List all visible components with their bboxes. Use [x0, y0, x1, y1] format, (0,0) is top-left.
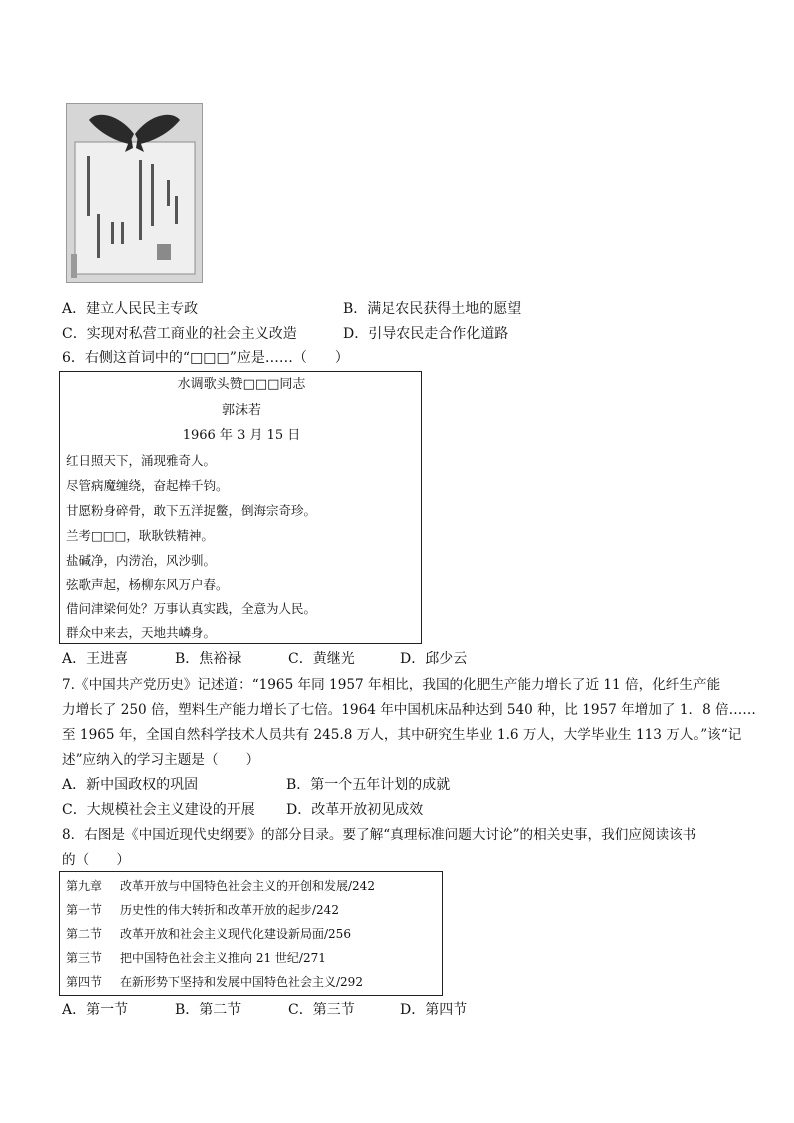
toc-row	[66, 973, 363, 991]
poem-line: 兰考□□□，耿耿铁精神。	[66, 528, 214, 543]
toc-text: 改革开放和社会主义现代化建设新局面/256	[120, 927, 351, 941]
poem-line: 红日照天下，涌现雅奇人。	[66, 453, 217, 468]
poem-author: 郭沫若	[221, 403, 261, 418]
poem-title: 水调歌头赞□□□同志	[177, 377, 306, 392]
poem-line: 甘愿粉身碎骨，敢下五洋捉鳖，倒海宗奇珍。	[66, 503, 317, 518]
toc-row	[66, 877, 375, 895]
poem-box	[59, 371, 422, 644]
poem-line: 尽管病魔缠绕，奋起棒千钧。	[66, 478, 229, 493]
q7-stem-line: 7.《中国共产党历史》记述道：“1965 年同 1957 年相比，我国的化肥生产能力增长了近 11 倍，化纤生产能	[62, 677, 721, 693]
q8-stem-line: 的（ ）	[62, 852, 130, 868]
toc-label: 第二节	[66, 927, 103, 941]
poem-line: 群众中来去，天地共嶙身。	[66, 625, 217, 640]
q8-option-b: B．第二节	[175, 1002, 242, 1018]
certificate-photo	[66, 103, 203, 283]
q6-stem: 6．右侧这首词中的“□□□”应是……（ ）	[62, 350, 349, 366]
q6-option-a: A．王进喜	[62, 651, 129, 667]
toc-text: 把中国特色社会主义推向 21 世纪/271	[120, 951, 326, 965]
toc-row	[66, 925, 351, 943]
poem-line: 弦歌声起，杨柳东风万户春。	[66, 577, 229, 592]
toc-text: 改革开放与中国特色社会主义的开创和发展/242	[120, 879, 375, 893]
toc-label: 第三节	[66, 951, 103, 965]
q7-option-a: A．新中国政权的巩固	[62, 777, 199, 793]
q7-stem-line: 力增长了 250 倍，塑料生产能力增长了七倍。1964 年中国机床品种达到 540 种，比 1957 年增加了 1．8 倍……	[62, 702, 756, 718]
toc-label: 第九章	[66, 879, 103, 893]
poem-date: 1966 年 3 月 15 日	[182, 428, 301, 443]
q7-stem-line: 述”应纳入的学习主题是（ ）	[62, 752, 260, 768]
q7-option-c: C．大规模社会主义建设的开展	[62, 802, 255, 818]
q8-stem-line: 8．右图是《中国近现代史纲要》的部分目录。要了解“真理标准问题大讨论”的相关史事，我们应阅读该书	[62, 827, 697, 843]
q5-option-a: A．建立人民民主专政	[62, 301, 199, 317]
q8-option-a: A．第一节	[62, 1002, 129, 1018]
toc-row	[66, 949, 326, 967]
toc-label: 第四节	[66, 975, 103, 989]
toc-text: 历史性的伟大转折和改革开放的起步/242	[120, 903, 339, 917]
toc-row	[66, 901, 339, 919]
q5-option-c: C．实现对私营工商业的社会主义改造	[62, 326, 297, 342]
poem-line: 借问津梁何处？万事认真实践，全意为人民。	[66, 601, 317, 616]
q6-option-c: C．黄继光	[288, 651, 355, 667]
toc-label: 第一节	[66, 903, 103, 917]
q7-stem-line: 至 1965 年，全国自然科学技术人员共有 245.8 万人，其中研究生毕业 1.6 万人，大学毕业生 113 万人。”该“记	[62, 727, 742, 743]
toc-text: 在新形势下坚持和发展中国特色社会主义/292	[120, 975, 363, 989]
q5-option-b: B．满足农民获得土地的愿望	[343, 301, 522, 317]
q5-option-d: D．引导农民走合作化道路	[343, 326, 509, 342]
q7-option-d: D．改革开放初见成效	[286, 802, 424, 818]
certificate-photo-icon	[67, 104, 202, 282]
q8-option-c: C．第三节	[288, 1002, 355, 1018]
toc-box	[59, 871, 443, 996]
q7-option-b: B．第一个五年计划的成就	[286, 777, 451, 793]
q6-option-b: B．焦裕禄	[175, 651, 242, 667]
q8-option-d: D．第四节	[400, 1002, 468, 1018]
poem-line: 盐碱净，内涝治，风沙驯。	[66, 553, 217, 568]
q6-option-d: D．邱少云	[400, 651, 468, 667]
